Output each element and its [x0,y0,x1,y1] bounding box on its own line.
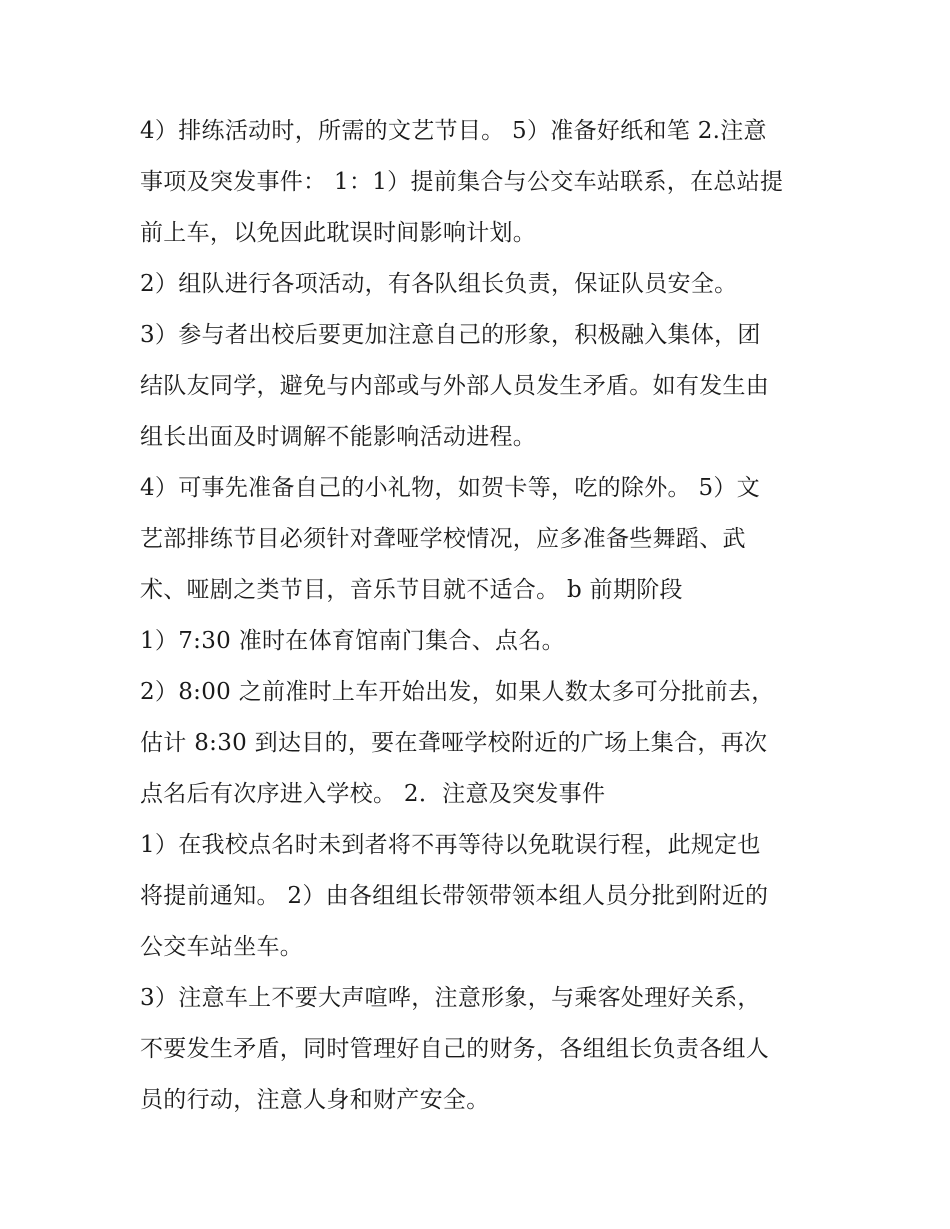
text-line: 3）参与者出校后要更加注意自己的形象，积极融入集体，团 [140,322,761,348]
text-line: 不要发生矛盾，同时管理好自己的财务，各组组长负责各组人 [140,1036,770,1062]
text-line: 术、哑剧之类节目，音乐节目就不适合。 b 前期阶段 [140,577,683,603]
text-line: 1）在我校点名时未到者将不再等待以免耽误行程，此规定也 [140,832,761,858]
text-line: 4）可事先准备自己的小礼物，如贺卡等，吃的除外。 5）文 [140,475,760,501]
text-line: 点名后有次序进入学校。 2．注意及突发事件 [140,781,606,807]
text-line: 将提前通知。 2）由各组组长带领带领本组人员分批到附近的 [140,883,769,909]
text-line: 结队友同学，避免与内部或与外部人员发生矛盾。如有发生由 [140,373,770,399]
text-line: 1）7:30 准时在体育馆南门集合、点名。 [140,628,565,654]
text-line: 2）组队进行各项活动，有各队组长负责，保证队员安全。 [140,271,738,297]
text-line: 4）排练活动时，所需的文艺节目。 5）准备好纸和笔 2.注意 [140,118,767,144]
text-line: 3）注意车上不要大声喧哗，注意形象，与乘客处理好关系， [140,985,761,1011]
text-line: 公交车站坐车。 [140,934,304,960]
text-line: 估计 8:30 到达目的，要在聋哑学校附近的广场上集合，再次 [140,730,768,756]
text-line: 2）8:00 之前准时上车开始出发，如果人数太多可分批前去， [140,679,775,705]
text-line: 组长出面及时调解不能影响活动进程。 [140,424,537,450]
text-line: 艺部排练节目必须针对聋哑学校情况，应多准备些舞蹈、武 [140,526,746,552]
text-line: 事项及突发事件： 1：1）提前集合与公交车站联系，在总站提 [140,169,784,195]
text-line: 前上车，以免因此耽误时间影响计划。 [140,220,537,246]
text-line: 员的行动，注意人身和财产安全。 [140,1087,490,1113]
document-body [140,106,820,1126]
